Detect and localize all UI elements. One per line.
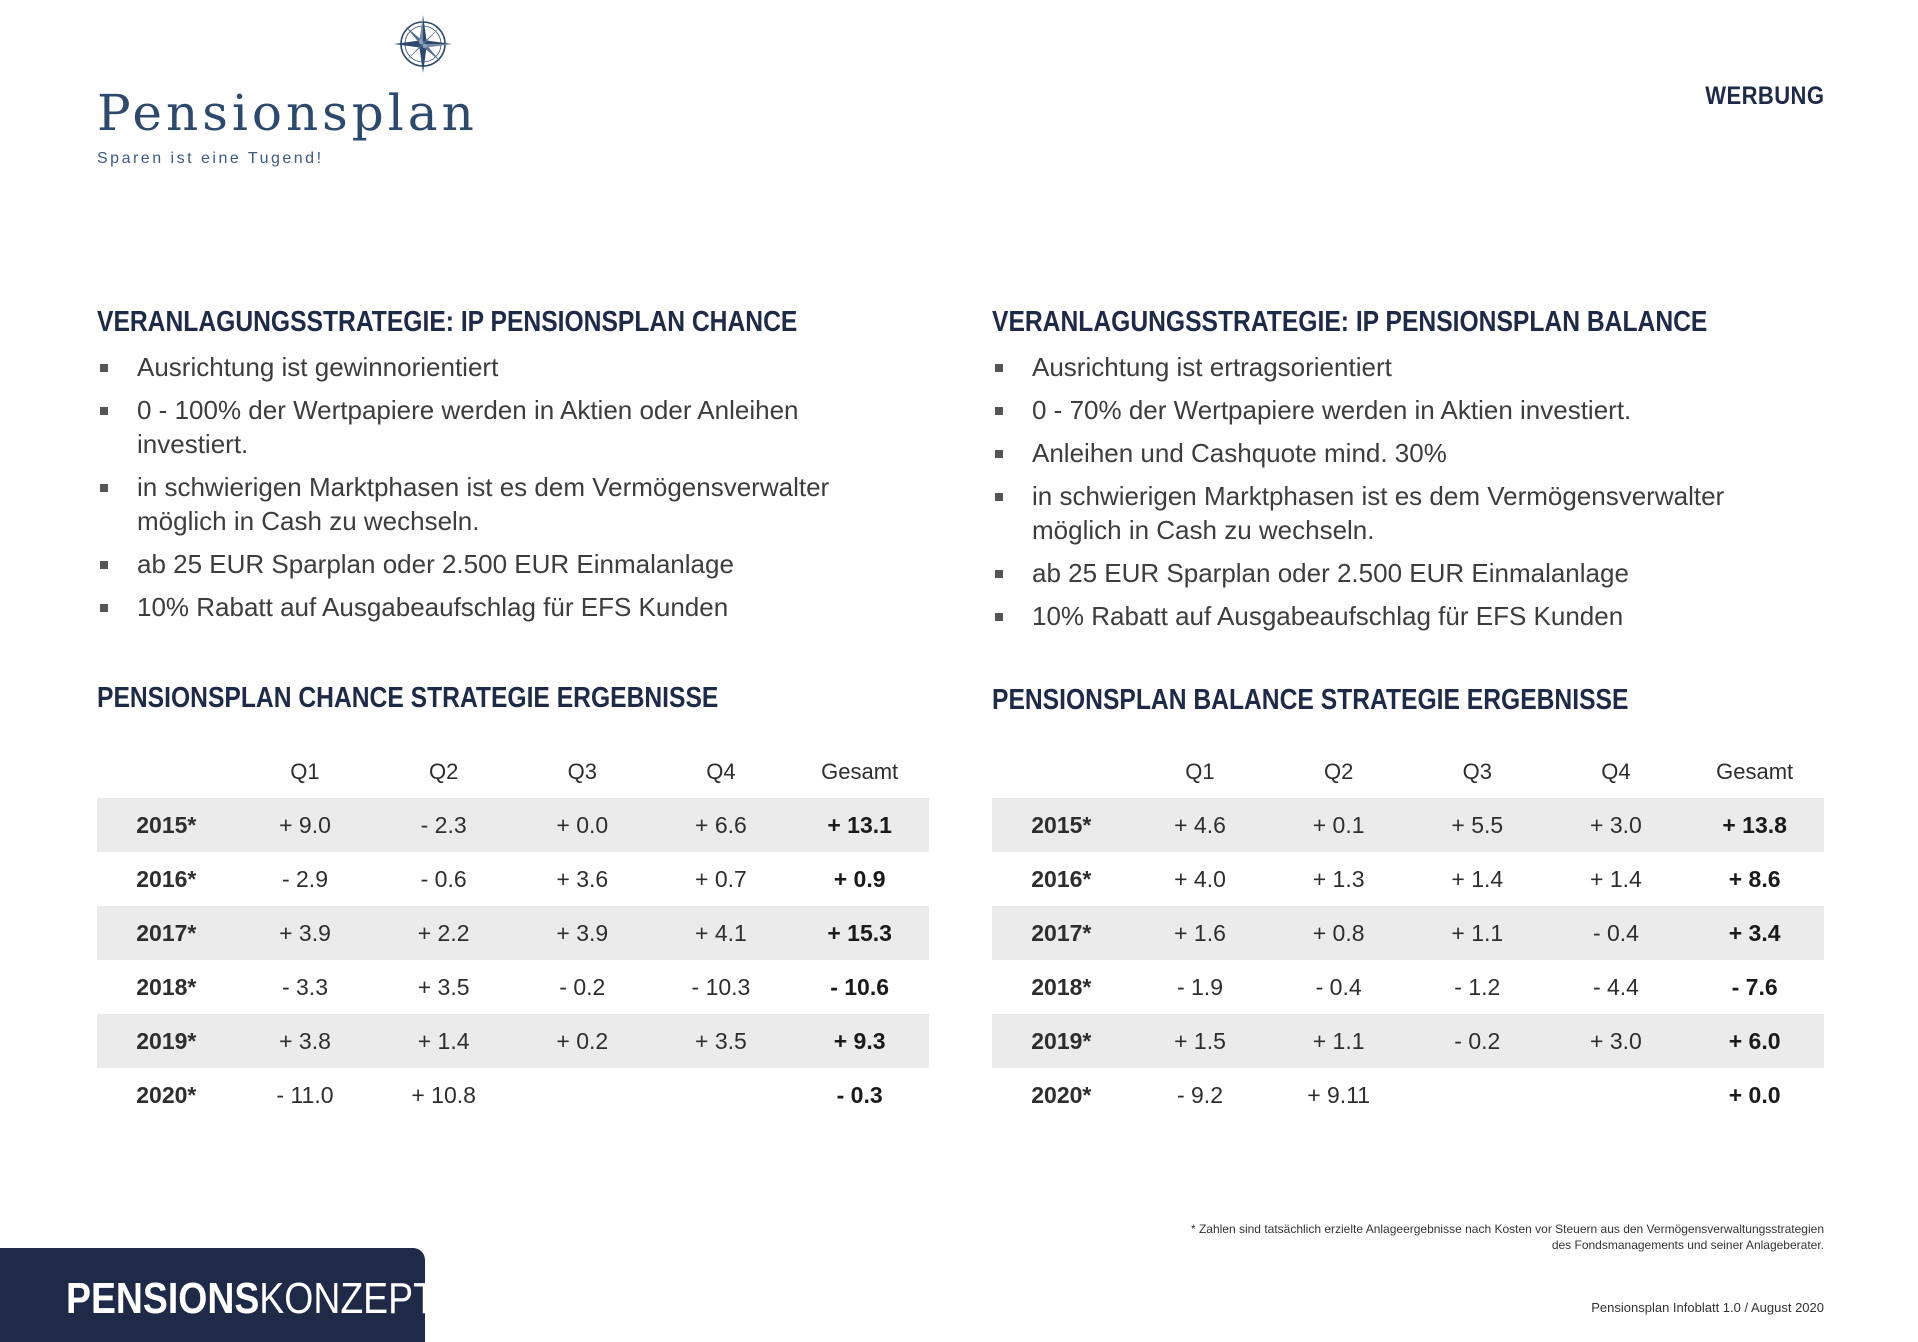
column-header: Q4 [706,759,736,784]
table-header-row [992,746,1824,798]
bullet-square-icon [100,561,108,569]
chance-bullet-list [97,350,931,624]
footnote-line: * Zahlen sind tatsächlich erzielte Anlageergebnisse nach Kosten vor Steuern aus den Vermögensverwaltungsstrategien [1190,1222,1824,1236]
quarter-cell [652,1068,791,1122]
logo [97,14,478,174]
table-row [992,906,1824,960]
logo-tagline: Sparen ist eine Tugend! [97,150,324,167]
brand-wordmark [66,1274,436,1324]
year-cell: 2015* [992,798,1131,852]
column-header: Q1 [290,759,320,784]
list-item: Ausrichtung ist ertragsorientiert [992,350,1772,384]
quarter-cell: - 2.3 [374,798,513,852]
quarter-cell: - 0.6 [420,865,467,892]
bullet-square-icon [995,450,1003,458]
column-header: Q3 [567,759,597,784]
table-row [992,798,1824,852]
quarter-cell: + 6.6 [652,798,791,852]
bullet-square-icon [100,604,108,612]
quarter-cell: - 0.4 [1315,973,1362,1000]
quarter-cell: + 1.4 [1590,865,1642,892]
bullet-square-icon [995,570,1003,578]
chance-results-table [97,746,929,1122]
quarter-cell: - 0.4 [1547,906,1686,960]
table-row [97,1068,929,1122]
quarter-cell: + 1.6 [1131,906,1270,960]
quarter-cell: + 3.0 [1547,1014,1686,1068]
quarter-cell: + 0.7 [695,865,747,892]
list-item: 0 - 100% der Wertpapiere werden in Aktien oder Anleihen investiert. [97,393,877,461]
column-header: Q4 [1601,759,1631,784]
quarter-cell: + 3.5 [417,973,470,1000]
brand-regular-part: KONZEPT [259,1274,436,1323]
total-cell: + 0.0 [1728,1081,1781,1108]
quarter-cell: - 10.3 [691,973,751,1000]
quarter-cell: + 1.5 [1131,1014,1270,1068]
quarter-cell: + 1.1 [1269,1014,1408,1068]
quarter-cell: + 3.9 [513,906,652,960]
balance-results-table [992,746,1824,1122]
year-cell: 2017* [992,906,1131,960]
list-item: ab 25 EUR Sparplan oder 2.500 EUR Einmalanlage [992,556,1772,590]
table-row [992,1068,1824,1122]
quarter-cell: - 9.2 [1176,1081,1223,1108]
total-cell: - 0.3 [836,1081,883,1108]
chance-results-heading: PENSIONSPLAN CHANCE STRATEGIE ERGEBNISSE [97,682,719,714]
quarter-cell: - 1.2 [1454,973,1501,1000]
total-cell: + 13.8 [1685,798,1824,852]
year-cell: 2017* [97,906,236,960]
balance-strategy-heading: VERANLAGUNGSSTRATEGIE: IP PENSIONSPLAN BALANCE [992,306,1708,338]
balance-section [992,300,1826,642]
bullet-square-icon [995,407,1003,415]
year-cell: 2020* [1031,1081,1092,1108]
column-header: Q2 [1323,759,1354,784]
bullet-square-icon [100,484,108,492]
table-row [992,960,1824,1014]
year-cell: 2020* [136,1081,197,1108]
total-cell: + 3.4 [1685,906,1824,960]
quarter-cell: + 3.0 [1547,798,1686,852]
quarter-cell: - 11.0 [276,1081,334,1108]
quarter-cell: + 0.1 [1269,798,1408,852]
footnote [1064,1221,1824,1253]
logo-name: Pensionsplan [97,84,478,142]
table-header-row [97,746,929,798]
bullet-square-icon [995,493,1003,501]
total-cell: + 9.3 [790,1014,929,1068]
list-item: in schwierigen Marktphasen ist es dem Vermögensverwalter möglich in Cash zu wechseln. [97,470,877,538]
column-header [97,746,236,798]
year-cell: 2018* [1031,973,1092,1000]
year-cell: 2016* [136,865,197,892]
quarter-cell: + 1.4 [1451,865,1504,892]
table-row [97,906,929,960]
list-item: ab 25 EUR Sparplan oder 2.500 EUR Einmalanlage [97,547,877,581]
total-cell: + 6.0 [1685,1014,1824,1068]
quarter-cell: - 4.4 [1592,973,1639,1000]
year-cell: 2019* [992,1014,1131,1068]
column-header [992,746,1131,798]
brand-bold-part: PENSIONS [66,1274,260,1323]
quarter-cell: + 0.8 [1269,906,1408,960]
quarter-cell: + 4.1 [652,906,791,960]
column-header: Q1 [1185,759,1215,784]
ad-label: WERBUNG [1704,82,1824,110]
year-cell: 2019* [97,1014,236,1068]
quarter-cell: - 3.3 [281,973,328,1000]
quarter-cell: - 2.9 [281,865,328,892]
total-cell: - 10.6 [830,973,890,1000]
brand-box [0,1248,436,1342]
table-row [97,852,929,906]
total-cell: + 0.9 [833,865,886,892]
quarter-cell [1547,1068,1686,1122]
bullet-square-icon [100,364,108,372]
quarter-cell: + 1.1 [1408,906,1547,960]
table-row [97,960,929,1014]
quarter-cell: + 3.6 [556,865,609,892]
quarter-cell: + 9.0 [236,798,375,852]
quarter-cell: + 0.0 [513,798,652,852]
balance-bullet-list [992,350,1826,633]
quarter-cell: + 4.0 [1174,865,1226,892]
quarter-cell: + 2.2 [374,906,513,960]
quarter-cell: + 1.3 [1312,865,1365,892]
quarter-cell: + 4.6 [1131,798,1270,852]
document-info: Pensionsplan Infoblatt 1.0 / August 2020 [1591,1300,1824,1315]
quarter-cell [1408,1068,1547,1122]
table-row [97,1014,929,1068]
column-header: Gesamt [1716,759,1794,784]
year-cell: 2016* [1031,865,1092,892]
chance-section [97,300,931,633]
total-cell: + 15.3 [790,906,929,960]
quarter-cell: - 0.2 [1408,1014,1547,1068]
list-item: 10% Rabatt auf Ausgabeaufschlag für EFS Kunden [97,590,877,624]
column-header: Q3 [1462,759,1492,784]
column-header: Q2 [428,759,459,784]
quarter-cell: + 3.5 [652,1014,791,1068]
quarter-cell: + 3.8 [236,1014,375,1068]
footnote-line: des Fondsmanagements und seiner Anlageberater. [1551,1238,1824,1252]
year-cell: 2015* [97,798,236,852]
total-cell: + 13.1 [790,798,929,852]
quarter-cell: + 10.8 [411,1081,476,1108]
total-cell: + 8.6 [1728,865,1781,892]
quarter-cell: - 1.9 [1176,973,1223,1000]
list-item: Anleihen und Cashquote mind. 30% [992,436,1772,470]
quarter-cell [513,1068,652,1122]
bullet-square-icon [995,364,1003,372]
balance-results-heading: PENSIONSPLAN BALANCE STRATEGIE ERGEBNISSE [992,684,1629,716]
table-row [97,798,929,852]
bullet-square-icon [995,613,1003,621]
total-cell: - 7.6 [1731,973,1778,1000]
bullet-square-icon [100,407,108,415]
quarter-cell: + 0.2 [513,1014,652,1068]
list-item: 10% Rabatt auf Ausgabeaufschlag für EFS Kunden [992,599,1772,633]
quarter-cell: + 9.11 [1307,1081,1371,1108]
compass-rose-icon [393,14,453,74]
table-row [992,1014,1824,1068]
list-item: 0 - 70% der Wertpapiere werden in Aktien investiert. [992,393,1772,427]
list-item: in schwierigen Marktphasen ist es dem Vermögensverwalter möglich in Cash zu wechseln. [992,479,1772,547]
table-row [992,852,1824,906]
quarter-cell: + 1.4 [374,1014,513,1068]
list-item: Ausrichtung ist gewinnorientiert [97,350,877,384]
chance-strategy-heading: VERANLAGUNGSSTRATEGIE: IP PENSIONSPLAN CHANCE [97,306,798,338]
year-cell: 2018* [136,973,197,1000]
quarter-cell: + 5.5 [1408,798,1547,852]
quarter-cell: - 0.2 [559,973,606,1000]
quarter-cell: + 3.9 [236,906,375,960]
column-header: Gesamt [821,759,899,784]
